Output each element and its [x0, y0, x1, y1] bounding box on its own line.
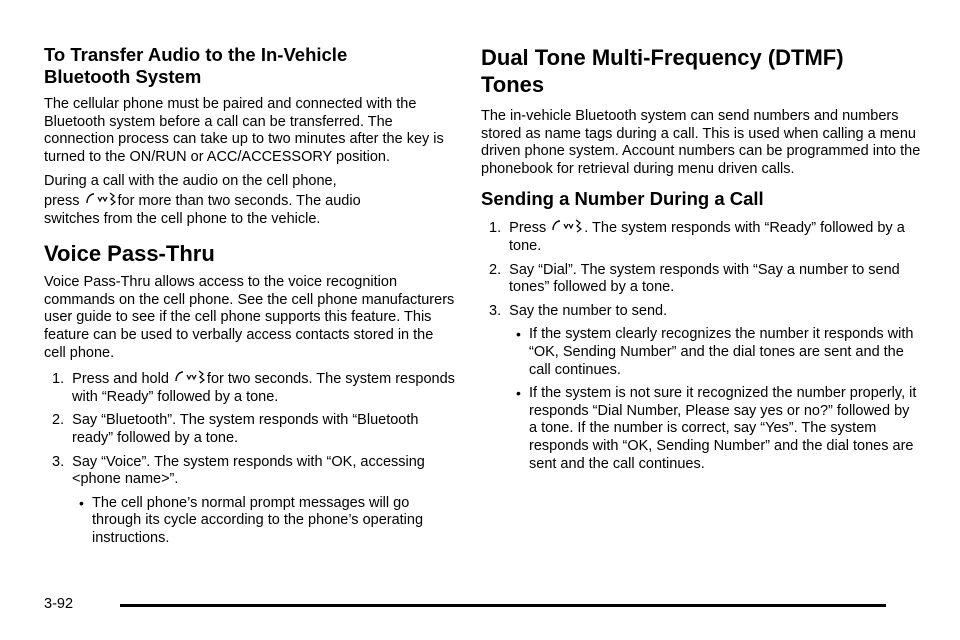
- transfer-audio-paragraph: The cellular phone must be paired and connected with the Bluetooth system before a call can be transferred. The connection process can take up to two minutes after the key is turned to the ON/RUN or ACC/ACCESSORY position.: [44, 96, 444, 165]
- list-item: 3. Say “Voice”. The system responds with “OK, accessing <phone name>”.: [52, 453, 425, 488]
- voice-bullets: [44, 495, 456, 548]
- list-item: 1. Press . The system responds with “Ready” followed by a tone.: [489, 220, 905, 254]
- list-item: 1. Press and hold for two seconds. The system responds with “Ready” followed by a tone.: [52, 371, 455, 405]
- dtmf-heading: Dual Tone Multi-Frequency (DTMF) Tones: [481, 45, 844, 97]
- phone-voice-icon: [173, 369, 207, 385]
- page-number: 3-92: [44, 596, 74, 612]
- left-column: [44, 44, 456, 553]
- voice-pass-thru-paragraph: Voice Pass-Thru allows access to the voice recognition commands on the cell phone. See the cell phone manufacturers user guide to see if the cell phone supports this feature. This feature can be used to verbally access contacts stored in the cell phone.: [44, 274, 455, 361]
- dtmf-paragraph: The in-vehicle Bluetooth system can send numbers and numbers stored as name tags during a call. This is used when calling a menu driven phone system. Account numbers can be programmed into the phonebook for retrieval during menu driven calls.: [481, 108, 921, 177]
- list-item: • If the system clearly recognizes the number it responds with “OK, Sending Number” and the dial tones are sent and the call continues.: [516, 326, 914, 378]
- list-item: • If the system is not sure it recognized the number properly, it responds “Dial Number, Please say yes or no?” followed by a tone. If the number is correct, say “Yes”. The system responds with “OK, Sending Number” and the dial tones are sent and the call continues.: [516, 385, 917, 472]
- bullet-dot: •: [79, 494, 84, 511]
- during-call-paragraph: During a call with the audio on the cell phone, press for more than two seconds. The audio switches from the cell phone to the vehicle.: [44, 173, 361, 227]
- voice-pass-thru-heading: Voice Pass-Thru: [44, 241, 215, 267]
- footer-rule: [120, 604, 886, 607]
- bullet-dot: •: [516, 326, 521, 343]
- phone-voice-icon: [84, 191, 118, 207]
- sending-bullets: [481, 326, 921, 473]
- phone-voice-icon: [550, 218, 584, 234]
- sending-steps-list: [481, 218, 921, 320]
- voice-steps-list: [44, 369, 456, 489]
- list-item: 2. Say “Dial”. The system responds with “Say a number to send tones” followed by a tone.: [489, 261, 900, 296]
- list-item: • The cell phone’s normal prompt messages will go through its cycle according to the phone’s operating instructions.: [79, 494, 424, 546]
- list-item: 2. Say “Bluetooth”. The system responds with “Bluetooth ready” followed by a tone.: [52, 412, 419, 446]
- transfer-audio-heading: To Transfer Audio to the In-Vehicle Bluetooth System: [44, 44, 348, 87]
- bullet-dot: •: [516, 385, 521, 402]
- sending-number-heading: Sending a Number During a Call: [481, 188, 764, 210]
- right-column: [481, 44, 921, 479]
- list-item: 3. Say the number to send.: [489, 302, 668, 319]
